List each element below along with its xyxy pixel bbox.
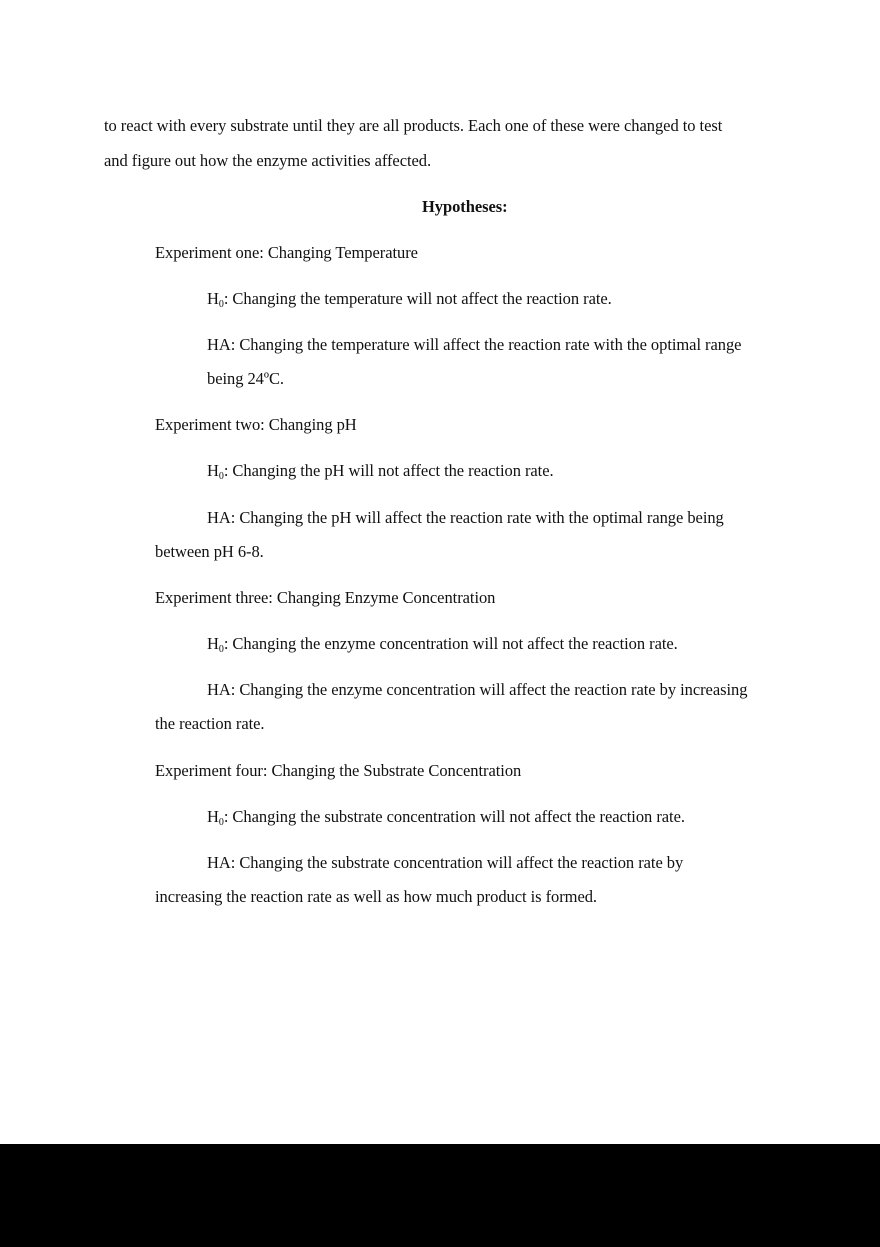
experiment-three-null-hypothesis — [207, 634, 678, 654]
experiment-four-alt-hypothesis-line-2: increasing the reaction rate as well as how much product is formed. — [155, 887, 597, 906]
section-heading-hypotheses: Hypotheses: — [422, 197, 508, 216]
null-hypothesis-text: : Changing the substrate concentration will not affect the reaction rate. — [223, 807, 685, 826]
null-hypothesis-label: H — [207, 634, 219, 653]
null-hypothesis-subscript: 0 — [218, 817, 224, 828]
experiment-four-title: Experiment four: Changing the Substrate Concentration — [155, 761, 522, 780]
experiment-two-title: Experiment two: Changing pH — [155, 415, 357, 434]
experiment-three-alt-hypothesis-line-2: the reaction rate. — [155, 714, 265, 733]
experiment-one-title: Experiment one: Changing Temperature — [155, 243, 418, 262]
null-hypothesis-text: : Changing the temperature will not affect the reaction rate. — [223, 289, 612, 308]
null-hypothesis-text: : Changing the pH will not affect the reaction rate. — [223, 461, 554, 480]
experiment-one-alt-hypothesis-line-2: being 24ºC. — [207, 369, 284, 388]
null-hypothesis-label: H — [207, 461, 219, 480]
experiment-one-null-hypothesis — [207, 289, 612, 309]
experiment-four-null-hypothesis — [207, 807, 685, 827]
experiment-three-title: Experiment three: Changing Enzyme Concentration — [155, 588, 496, 607]
intro-line-1: to react with every substrate until they are all products. Each one of these were changed to test — [104, 116, 723, 135]
experiment-two-alt-hypothesis-line-2: between pH 6-8. — [155, 542, 264, 561]
null-hypothesis-subscript: 0 — [218, 299, 224, 310]
experiment-four-alt-hypothesis-line-1: HA: Changing the substrate concentration will affect the reaction rate by — [207, 853, 684, 872]
null-hypothesis-text: : Changing the enzyme concentration will not affect the reaction rate. — [223, 634, 678, 653]
experiment-two-null-hypothesis — [207, 461, 554, 481]
null-hypothesis-label: H — [207, 807, 219, 826]
null-hypothesis-subscript: 0 — [218, 471, 224, 482]
intro-line-2: and figure out how the enzyme activities affected. — [104, 151, 432, 170]
experiment-two-alt-hypothesis-line-1: HA: Changing the pH will affect the reaction rate with the optimal range being — [207, 508, 724, 527]
bottom-black-bar — [0, 1144, 880, 1247]
experiment-one-alt-hypothesis-line-1: HA: Changing the temperature will affect the reaction rate with the optimal range — [207, 335, 742, 354]
null-hypothesis-subscript: 0 — [218, 644, 224, 655]
null-hypothesis-label: H — [207, 289, 219, 308]
experiment-three-alt-hypothesis-line-1: HA: Changing the enzyme concentration will affect the reaction rate by increasing — [207, 680, 748, 699]
